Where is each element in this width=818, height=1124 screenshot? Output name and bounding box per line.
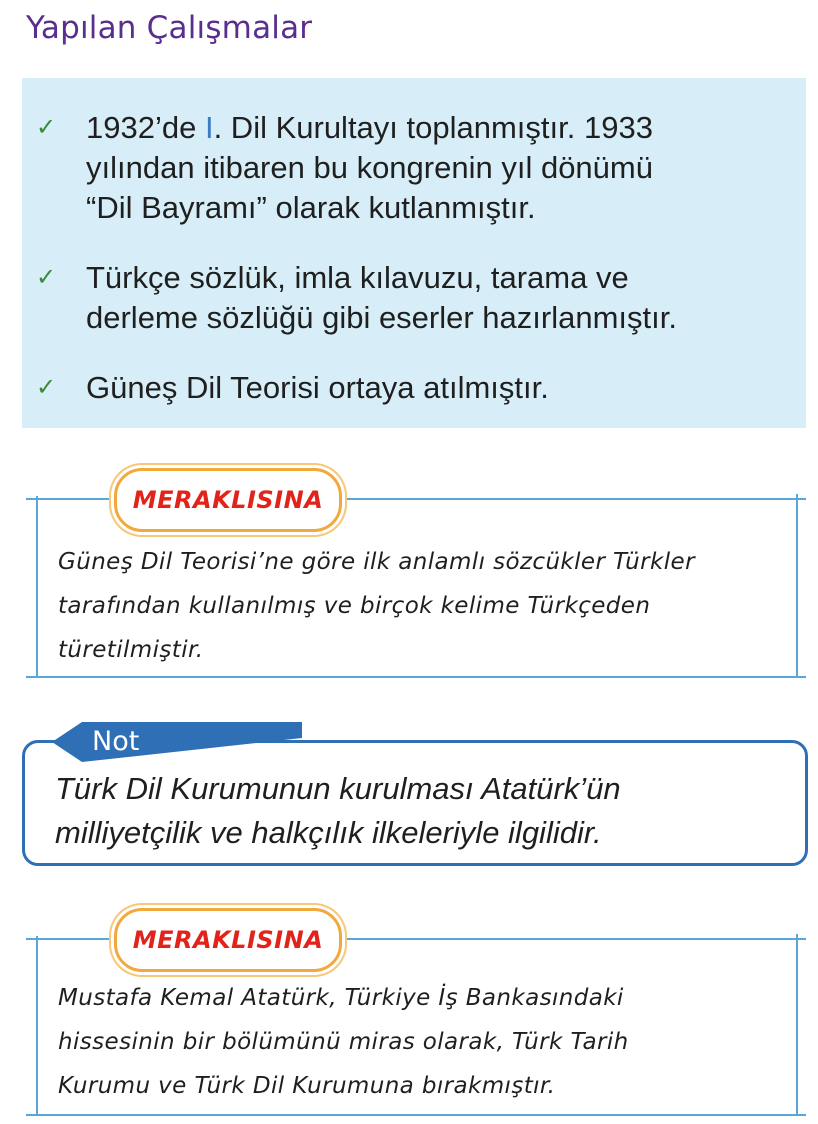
list-item-line: Türkçe sözlük, imla kılavuzu, tarama ve bbox=[86, 260, 629, 295]
meraklisina-badge: MERAKLISINA bbox=[114, 908, 342, 972]
meraklisina-text: Güneş Dil Teorisi’ne göre ilk anlamlı sözcükler Türkler tarafından kullanılmış ve birçok kelime Türkçeden türetilmiştir. bbox=[58, 549, 695, 663]
check-icon: ✓ bbox=[36, 374, 57, 401]
list-item bbox=[22, 368, 806, 408]
meraklisina-badge: MERAKLISINA bbox=[114, 468, 342, 532]
achievements-box bbox=[22, 78, 806, 428]
meraklisina-box-1 bbox=[26, 486, 806, 680]
note-tab-polygon bbox=[52, 722, 302, 762]
section-heading: Yapılan Çalışmalar bbox=[26, 10, 313, 46]
frame-line bbox=[26, 1114, 806, 1116]
note-label: Not bbox=[92, 726, 140, 757]
list-item-line: “Dil Bayramı” olarak kutlanmıştır. bbox=[86, 190, 536, 225]
list-item bbox=[22, 258, 806, 338]
list-item-line: derleme sözlüğü gibi eserler hazırlanmıştır. bbox=[86, 300, 677, 335]
frame-line bbox=[36, 496, 38, 678]
frame-line bbox=[36, 936, 38, 1116]
check-icon: ✓ bbox=[36, 114, 57, 141]
note-text: Türk Dil Kurumunun kurulması Atatürk’ün milliyetçilik ve halkçılık ilkeleriyle ilgilidir. bbox=[55, 771, 621, 850]
list-item-line: 1932’de I. Dil Kurultayı toplanmıştır. 1933 bbox=[86, 110, 653, 145]
note-tab-shape bbox=[52, 722, 302, 762]
list-item bbox=[22, 108, 806, 228]
roman-numeral: I bbox=[204, 110, 214, 145]
meraklisina-box-2 bbox=[26, 926, 806, 1118]
meraklisina-text: Mustafa Kemal Atatürk, Türkiye İş Bankasındaki hissesinin bir bölümünü miras olarak, Türk Tarih Kurumu ve Türk Dil Kurumuna bırakmıştır. bbox=[58, 985, 629, 1099]
list-item-line: yılından itibaren bu kongrenin yıl dönümü bbox=[86, 150, 653, 185]
list-item-line: Güneş Dil Teorisi ortaya atılmıştır. bbox=[86, 370, 549, 405]
check-icon: ✓ bbox=[36, 264, 57, 291]
frame-line bbox=[26, 676, 806, 678]
